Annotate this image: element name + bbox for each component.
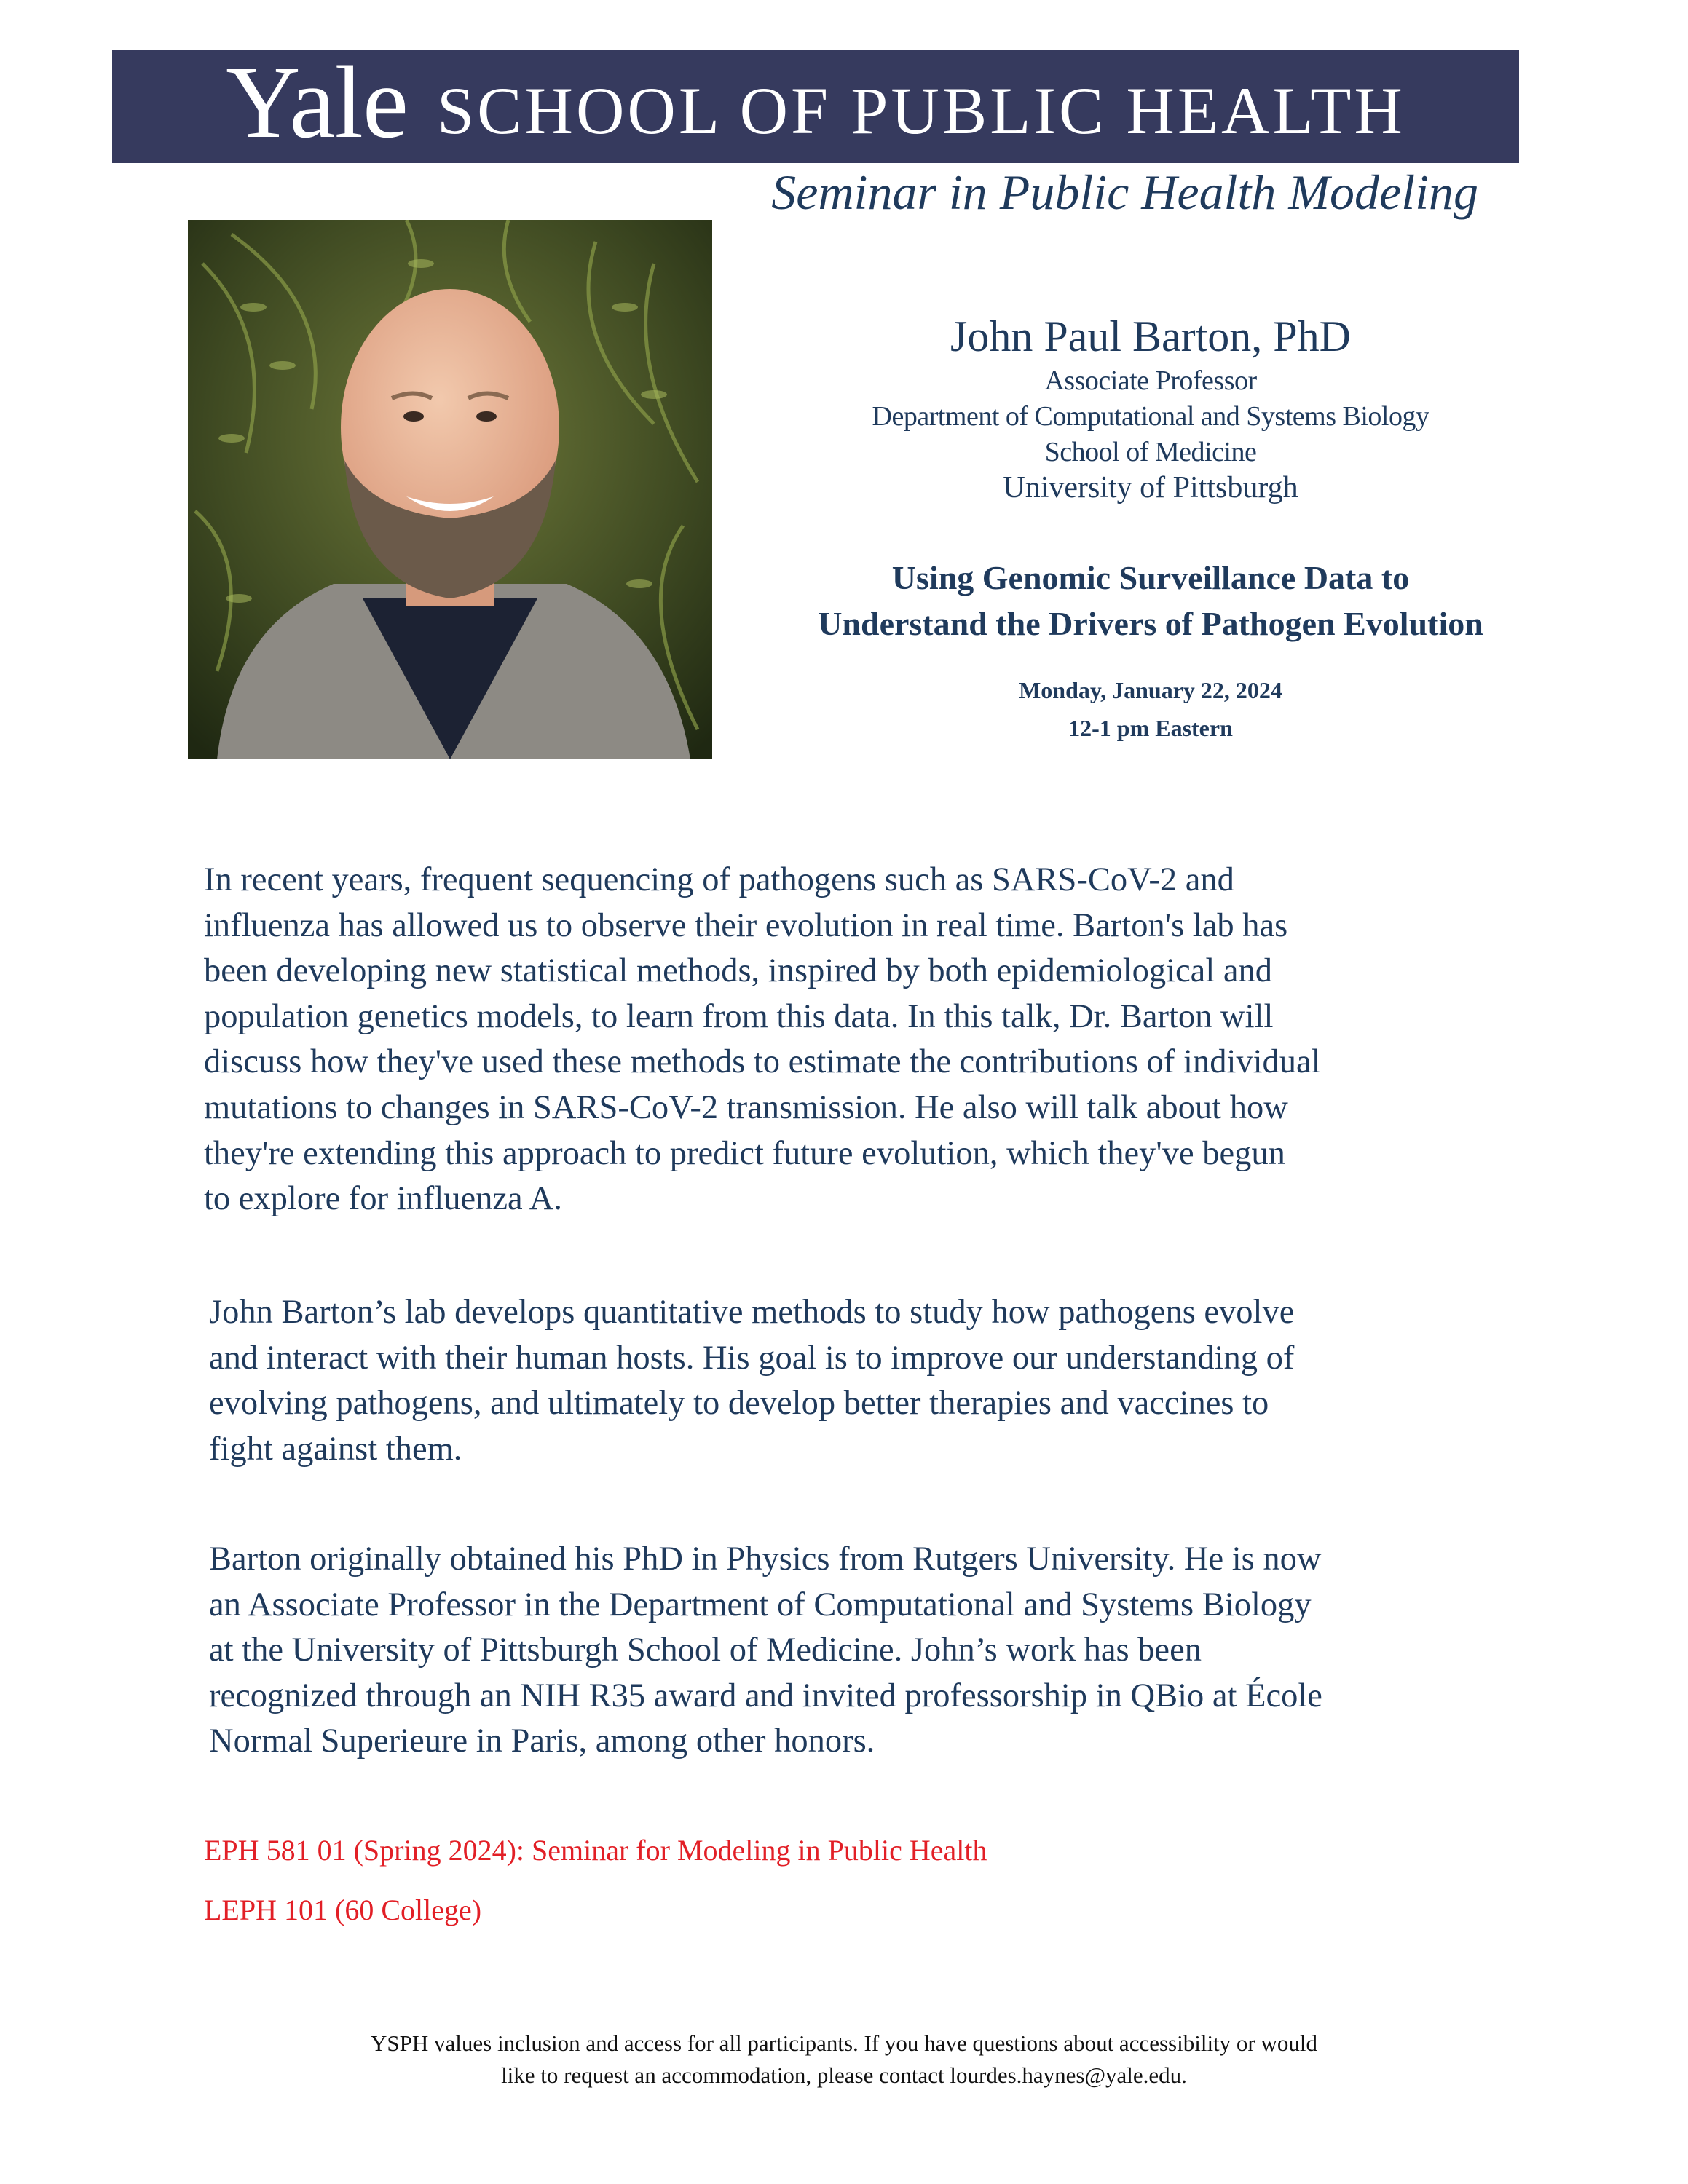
speaker-title: Associate Professor xyxy=(1044,365,1257,396)
bio-paragraph xyxy=(209,1537,1593,1765)
speaker-department: Department of Computational and Systems Biology xyxy=(872,401,1429,432)
yale-wordmark: Yale xyxy=(226,44,408,159)
lab-line: and interact with their human hosts. His goal is to improve our understanding of xyxy=(209,1339,1295,1377)
bio-line: recognized through an NIH R35 award and invited professorship in QBio at École xyxy=(209,1677,1322,1714)
school-name: SCHOOL OF PUBLIC HEALTH xyxy=(436,74,1405,148)
lab-line: evolving pathogens, and ultimately to develop better therapies and vaccines to xyxy=(209,1385,1269,1423)
bio-line: Normal Superieure in Paris, among other honors. xyxy=(209,1722,875,1760)
abstract-line: mutations to changes in SARS-CoV-2 transmission. He also will talk about how xyxy=(204,1088,1288,1126)
lab-line: John Barton’s lab develops quantitative methods to study how pathogens evolve xyxy=(209,1294,1295,1331)
speaker-block xyxy=(728,309,1573,506)
lab-line: fight against them. xyxy=(209,1430,462,1468)
bio-line: an Associate Professor in the Department of Computational and Systems Biology xyxy=(209,1586,1312,1623)
course-info: EPH 581 01 (Spring 2024): Seminar for Modeling in Public Health xyxy=(204,1834,987,1867)
talk-title-line: Using Genomic Surveillance Data to xyxy=(891,559,1410,596)
speaker-name: John Paul Barton, PhD xyxy=(950,312,1352,360)
footer-line: YSPH values inclusion and access for all participants. If you have questions about accessibility or would xyxy=(371,2030,1317,2056)
footer-line: like to request an accommodation, please contact lourdes.haynes@yale.edu. xyxy=(501,2062,1187,2088)
course-location: LEPH 101 (60 College) xyxy=(204,1894,482,1926)
talk-time: 12-1 pm Eastern xyxy=(1068,715,1233,741)
abstract-line: been developing new statistical methods, inspired by both epidemiological and xyxy=(204,952,1272,990)
abstract-line: population genetics models, to learn from this data. In this talk, Dr. Barton will xyxy=(204,997,1274,1035)
seminar-series-title: Seminar in Public Health Modeling xyxy=(771,165,1478,220)
abstract-line: influenza has allowed us to observe their evolution in real time. Barton's lab has xyxy=(204,906,1288,944)
bio-line: Barton originally obtained his PhD in Physics from Rutgers University. He is now xyxy=(209,1540,1322,1578)
talk-title-line: Understand the Drivers of Pathogen Evolution xyxy=(818,605,1483,642)
speaker-school: School of Medicine xyxy=(1044,437,1257,467)
abstract-line: discuss how they've used these methods to estimate the contributions of individual xyxy=(204,1043,1321,1081)
speaker-university: University of Pittsburgh xyxy=(1003,471,1298,505)
abstract-line: they're extending this approach to predict future evolution, which they've begun xyxy=(204,1134,1285,1172)
accessibility-footer xyxy=(0,2027,1688,2092)
abstract-line: to explore for influenza A. xyxy=(204,1180,562,1218)
bio-line: at the University of Pittsburgh School of Medicine. John’s work has been xyxy=(209,1631,1202,1669)
talk-datetime xyxy=(728,671,1573,747)
lab-paragraph xyxy=(209,1290,1593,1472)
talk-date: Monday, January 22, 2024 xyxy=(1019,677,1282,703)
talk-title xyxy=(728,555,1573,646)
abstract-paragraph xyxy=(204,858,1588,1222)
speaker-photo xyxy=(188,220,712,759)
abstract-line: In recent years, frequent sequencing of pathogens such as SARS-CoV-2 and xyxy=(204,861,1234,898)
header-banner xyxy=(112,44,1519,163)
